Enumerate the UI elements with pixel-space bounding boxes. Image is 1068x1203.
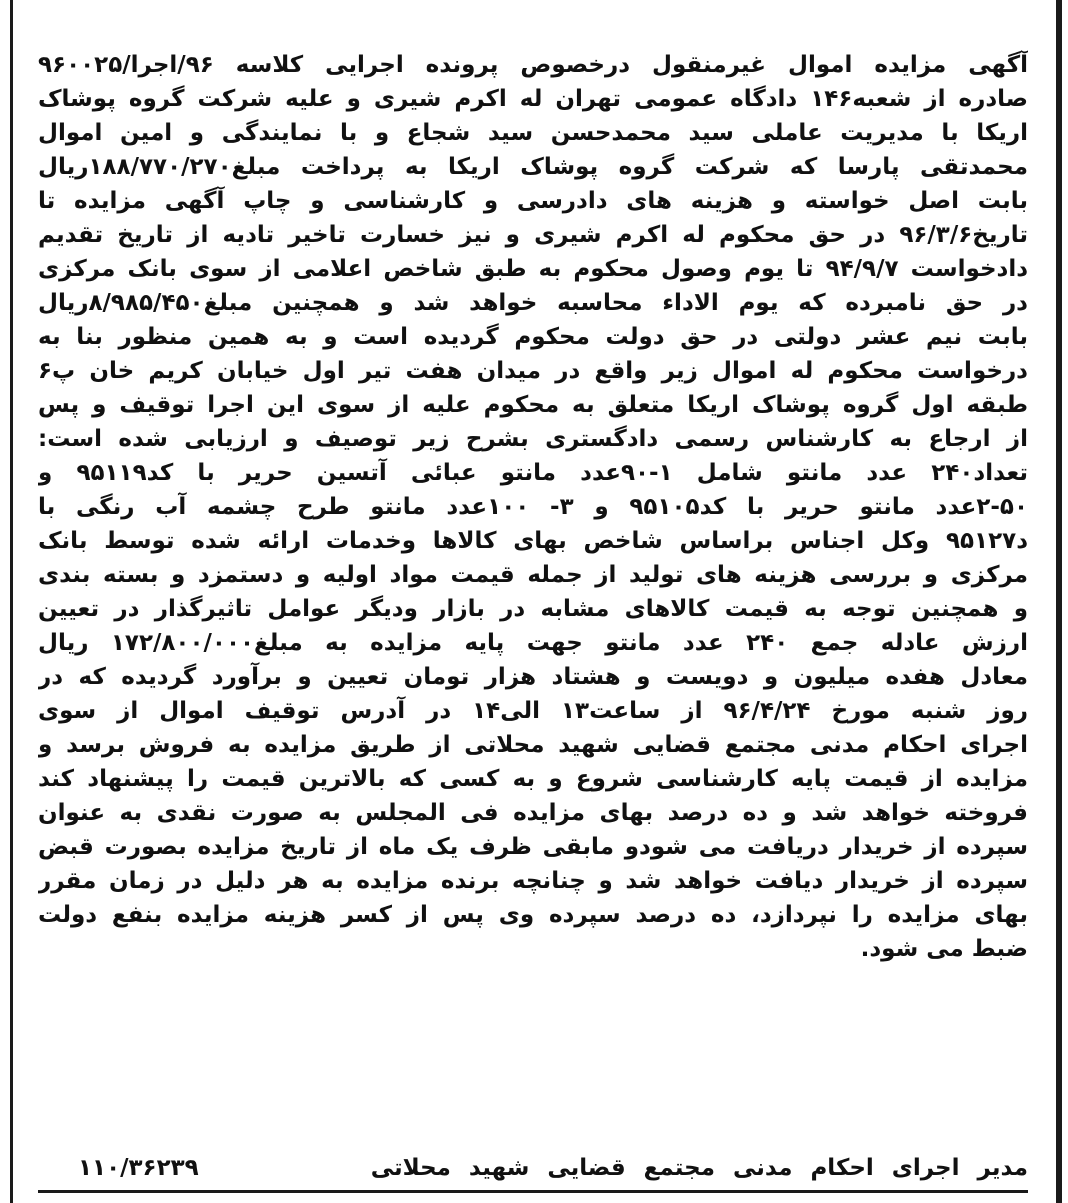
- notice-line: دادخواست ۹۴/۹/۷ تا یوم وصول محکوم به طبق شاخص اعلامی از سوی بانک مرکزی: [38, 256, 1028, 282]
- notice-line: فروخته خواهد شد و ده درصد بهای مزایده فی المجلس به صورت نقدی به عنوان: [38, 800, 1028, 826]
- notice-line: در حق نامبرده که یوم الاداء محاسبه خواهد شد و همچنین مبلغ۸/۹۸۵/۴۵۰ریال: [38, 290, 1028, 316]
- notice-line: اریکا با مدیریت عاملی سید محمدحسن سید شجاع و با نمایندگی و امین اموال: [38, 120, 1028, 146]
- notice-footer: [38, 1151, 1028, 1185]
- notice-line: تاریخ۹۶/۳/۶ در حق محکوم له اکرم شیری و نیز خسارت تاخیر تادیه از تاریخ تقدیم: [38, 222, 1028, 248]
- notice-line: اجرای احکام مدنی مجتمع قضایی شهید محلاتی از طریق مزایده به فروش برسد و: [38, 732, 1028, 758]
- notice-line: روز شنبه مورخ ۹۶/۴/۲۴ از ساعت۱۳ الی۱۴ در آدرس توقیف اموال از سوی: [38, 698, 1028, 724]
- notice-line: د۹۵۱۲۷ وکل اجناس براساس شاخص بهای کالاها وخدمات ارائه شده توسط بانک: [38, 528, 1028, 554]
- notice-line: مزایده از قیمت پایه کارشناسی شروع و به کسی که بالاترین قیمت را پیشنهاد کند: [38, 766, 1028, 792]
- auction-notice-body: [38, 48, 1028, 966]
- notice-line: مرکزی و بررسی هزینه های تولید از جمله قیمت مواد اولیه و دستمزد و بسته بندی: [38, 562, 1028, 588]
- notice-line: بابت اصل خواسته و هزینه های دادرسی و کارشناسی و چاپ آگهی مزایده تا: [38, 188, 1028, 214]
- notice-line: تعداد۲۴۰ عدد مانتو شامل ۱-۹۰عدد مانتو عبائی آتسین حریر با کد۹۵۱۱۹ و: [38, 460, 1028, 486]
- notice-line: سپرده از خریدار دریافت می شودو مابقی ظرف یک ماه از تاریخ مزایده بصورت قبض: [38, 834, 1028, 860]
- notice-line: معادل هفده میلیون و دویست و هشتاد هزار تومان تعیین و برآورد گردیده که در: [38, 664, 1028, 690]
- signature-title: مدیر اجرای احکام مدنی مجتمع قضایی شهید محلاتی: [370, 1155, 1028, 1181]
- notice-line-last: ضبط می شود.: [860, 936, 1028, 962]
- notice-line: سپرده از خریدار دیافت خواهد شد و چنانچه برنده مزایده به هر دلیل در زمان مقرر: [38, 868, 1028, 894]
- notice-line: صادره از شعبه۱۴۶ دادگاه عمومی تهران له اکرم شیری و علیه شرکت گروه پوشاک: [38, 86, 1028, 112]
- notice-line: و همچنین توجه به قیمت کالاهای مشابه در بازار ودیگر عوامل تاثیرگذار در تعیین: [38, 596, 1028, 622]
- left-border-rule: [10, 0, 13, 1203]
- bottom-border-rule: [38, 1190, 1028, 1193]
- notice-line: ارزش عادله جمع ۲۴۰ عدد مانتو جهت پایه مزایده به مبلغ۱۷۲/۸۰۰/۰۰۰ ریال: [38, 630, 1028, 656]
- notice-line: آگهی مزایده اموال غیرمنقول درخصوص پرونده اجرایی کلاسه ۹۶/اجرا/۹۶۰۰۲۵: [38, 52, 1028, 78]
- notice-line: محمدتقی پارسا که شرکت گروه پوشاک اریکا به پرداخت مبلغ۱۸۸/۷۷۰/۲۷۰ریال: [38, 154, 1028, 180]
- notice-code: ۱۱۰/۳۶۲۳۹: [78, 1155, 199, 1181]
- notice-line: درخواست محکوم له اموال زیر واقع در میدان هفت تیر اول خیابان کریم خان پ۶: [38, 358, 1028, 384]
- notice-line: از ارجاع به کارشناس رسمی دادگستری بشرح زیر توصیف و ارزیابی شده است:: [38, 426, 1028, 452]
- notice-line: ۲-۵۰عدد مانتو حریر با کد۹۵۱۰۵ و ۳- ۱۰۰عدد مانتو طرح چشمه آب رنگی با: [38, 494, 1028, 520]
- notice-line: بهای مزایده را نپردازد، ده درصد سپرده وی پس از کسر هزینه مزایده بنفع دولت: [38, 902, 1028, 928]
- notice-line: طبقه اول گروه پوشاک اریکا متعلق به محکوم علیه از سوی این اجرا توقیف و پس: [38, 392, 1028, 418]
- notice-line: بابت نیم عشر دولتی در حق دولت محکوم گردیده است و به همین منظور بنا به: [38, 324, 1028, 350]
- right-border-rule: [1056, 0, 1062, 1203]
